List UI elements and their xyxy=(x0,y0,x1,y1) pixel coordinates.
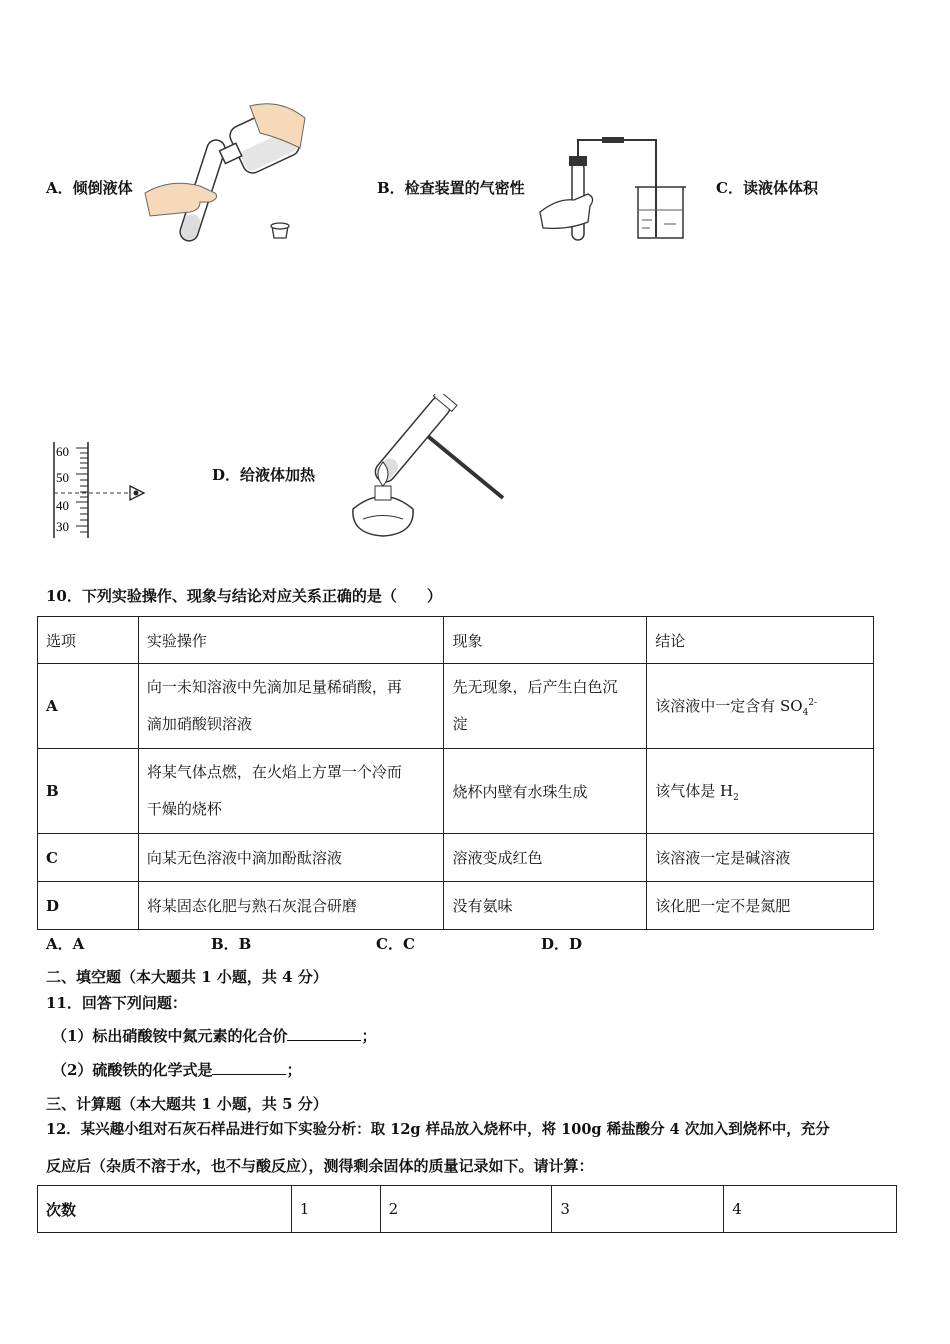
header-cell: 现象 xyxy=(444,617,647,664)
operation-cell xyxy=(138,749,444,834)
operation-line: 将某气体点燃，在火焰上方罩一个冷而 xyxy=(146,763,402,781)
q11-part2-text: （2）硫酸铁的化学式是 xyxy=(52,1061,213,1079)
option-c-label: C．读液体体积 xyxy=(716,179,818,197)
operation-cell: 向某无色溶液中滴加酚酞溶液 xyxy=(138,834,444,882)
q12-table xyxy=(37,1185,897,1233)
header-cell: 1 xyxy=(291,1186,380,1233)
measuring-cylinder-figure xyxy=(48,440,153,540)
option-cell: D xyxy=(38,882,139,930)
conclusion-cell: 该化肥一定不是氮肥 xyxy=(647,882,874,930)
choice-d: D．D xyxy=(541,935,583,953)
option-cell: C xyxy=(38,834,139,882)
table-row xyxy=(38,1186,897,1233)
q12-stem-line1: 12．某兴趣小组对石灰石样品进行如下实验分析：取 12g 样品放入烧杯中，将 100g 稀盐酸分 4 次加入到烧杯中，充分 xyxy=(46,1121,830,1138)
q12-stem-line2: 反应后（杂质不溶于水，也不与酸反应），测得剩余固体的质量记录如下。请计算： xyxy=(46,1157,594,1175)
option-d-label: D．给液体加热 xyxy=(212,466,316,484)
table-header-row xyxy=(38,617,874,664)
section2-title: 二、填空题（本大题共 1 小题，共 4 分） xyxy=(46,968,328,986)
choice-a: A．A xyxy=(46,935,85,953)
table-row xyxy=(38,882,874,930)
phenomenon-cell: 没有氨味 xyxy=(444,882,647,930)
conclusion-cell xyxy=(647,664,874,749)
phenomenon-cell: 烧杯内壁有水珠生成 xyxy=(444,749,647,834)
operation-line: 向一未知溶液中先滴加足量稀硝酸，再 xyxy=(146,678,402,696)
subscript: 2 xyxy=(733,792,739,803)
q11-part1-text: （1）标出硝酸铵中氮元素的化合价 xyxy=(52,1027,288,1045)
option-a-label: A．倾倒液体 xyxy=(46,179,133,197)
choice-c: C．C xyxy=(376,935,415,953)
answer-blank[interactable] xyxy=(212,1060,286,1075)
header-cell: 次数 xyxy=(38,1186,292,1233)
tick-label: 40 xyxy=(56,498,69,513)
conclusion-cell xyxy=(647,749,874,834)
table-row xyxy=(38,664,874,749)
tick-label: 30 xyxy=(56,519,69,534)
tick-label: 50 xyxy=(56,470,69,485)
airtightness-check-figure xyxy=(538,132,693,244)
operation-cell: 将某固态化肥与熟石灰混合研磨 xyxy=(138,882,444,930)
table-row xyxy=(38,834,874,882)
phenomenon-cell xyxy=(444,664,647,749)
option-cell: B xyxy=(38,749,139,834)
phenomenon-cell: 溶液变成红色 xyxy=(444,834,647,882)
q11-part2 xyxy=(52,1059,301,1080)
header-cell: 3 xyxy=(552,1186,724,1233)
end-mark: ； xyxy=(286,1061,302,1079)
operation-cell xyxy=(138,664,444,749)
header-cell: 选项 xyxy=(38,617,139,664)
q10-table xyxy=(37,616,874,930)
section3-title: 三、计算题（本大题共 1 小题，共 5 分） xyxy=(46,1095,328,1113)
header-cell: 实验操作 xyxy=(138,617,444,664)
conclusion-text: 该溶液中一定含有 SO xyxy=(655,696,803,715)
header-cell: 4 xyxy=(724,1186,897,1233)
operation-line: 干燥的烧杯 xyxy=(146,800,222,818)
phenomenon-line: 先无现象，后产生白色沉 xyxy=(452,678,618,696)
q11-stem: 11．回答下列问题： xyxy=(46,994,187,1012)
header-cell: 2 xyxy=(380,1186,552,1233)
subscript: 4 xyxy=(802,707,809,718)
pouring-liquid-figure xyxy=(140,98,310,248)
header-cell: 结论 xyxy=(647,617,874,664)
superscript: 2- xyxy=(808,697,818,708)
q10-stem: 10．下列实验操作、现象与结论对应关系正确的是（ ） xyxy=(46,587,442,605)
q10-choices xyxy=(46,933,582,954)
table-row xyxy=(38,749,874,834)
choice-b: B．B xyxy=(211,935,252,953)
tick-label: 60 xyxy=(56,444,69,459)
operation-line: 滴加硝酸钡溶液 xyxy=(146,715,252,733)
q11-part1 xyxy=(52,1025,376,1046)
conclusion-cell: 该溶液一定是碱溶液 xyxy=(647,834,874,882)
end-mark: ； xyxy=(361,1027,377,1045)
answer-blank[interactable] xyxy=(287,1026,361,1041)
phenomenon-line: 淀 xyxy=(452,715,468,733)
option-b-label: B．检查装置的气密性 xyxy=(377,179,525,197)
conclusion-text: 该气体是 H xyxy=(655,781,734,800)
option-cell: A xyxy=(38,664,139,749)
heating-liquid-figure xyxy=(343,394,513,540)
